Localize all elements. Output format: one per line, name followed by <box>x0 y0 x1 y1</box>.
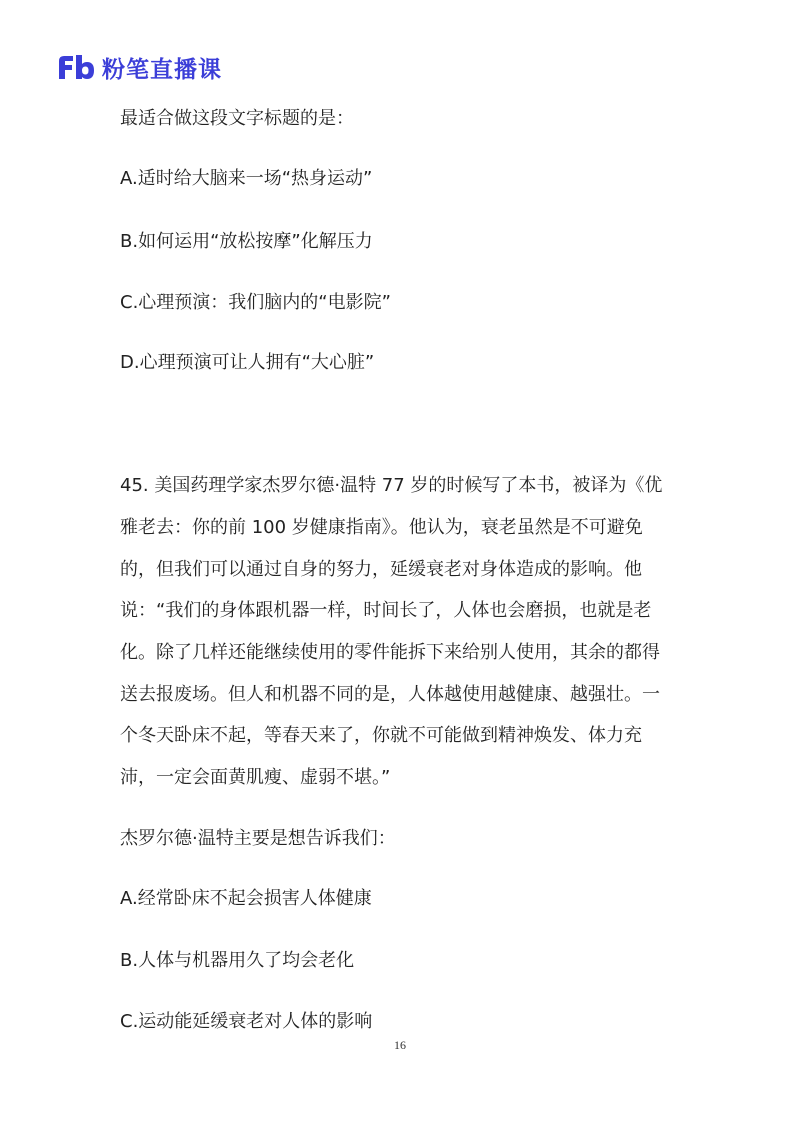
q45-passage-line: 的，但我们可以通过自身的努力，延缓衰老对身体造成的影响。他 <box>120 559 642 580</box>
brand-header <box>56 50 222 84</box>
q45-passage-line: 雅老去：你的前 100 岁健康指南》。他认为，衰老虽然是不可避免 <box>120 517 643 538</box>
q45-option-a: A.经常卧床不起会损害人体健康 <box>120 888 372 909</box>
q45-option-c: C.运动能延缓衰老对人体的影响 <box>120 1011 373 1032</box>
q44-option-d: D.心理预演可让人拥有“大心脏” <box>120 352 375 373</box>
q45-passage-line: 送去报废场。但人和机器不同的是，人体越使用越健康、越强壮。一 <box>120 684 660 705</box>
q45-passage-line: 化。除了几样还能继续使用的零件能拆下来给别人使用，其余的都得 <box>120 642 660 663</box>
q45-prompt: 杰罗尔德·温特主要是想告诉我们： <box>120 828 396 849</box>
brand-name: 粉笔直播课 <box>102 56 222 83</box>
q45-passage-line: 45. 美国药理学家杰罗尔德·温特 77 岁的时候写了本书，被译为《优 <box>120 475 663 496</box>
q45-passage-line: 沛，一定会面黄肌瘦、虚弱不堪。” <box>120 767 391 788</box>
q44-option-a: A.适时给大脑来一场“热身运动” <box>120 168 373 189</box>
q44-prompt: 最适合做这段文字标题的是： <box>120 108 354 129</box>
q44-option-c: C.心理预演：我们脑内的“电影院” <box>120 292 391 313</box>
q44-option-b: B.如何运用“放松按摩”化解压力 <box>120 231 373 252</box>
q45-passage-line: 说：“我们的身体跟机器一样，时间长了，人体也会磨损，也就是老 <box>120 600 652 621</box>
fb-logo-icon <box>56 52 96 82</box>
q45-option-b: B.人体与机器用久了均会老化 <box>120 950 355 971</box>
page-number: 16 <box>394 1038 406 1052</box>
q45-passage-line: 个冬天卧床不起，等春天来了，你就不可能做到精神焕发、体力充 <box>120 725 642 746</box>
